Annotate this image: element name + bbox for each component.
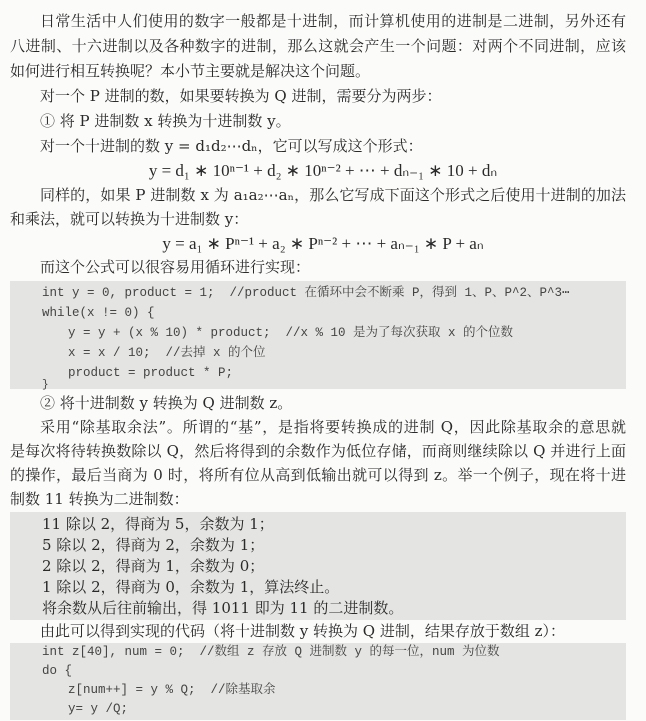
step1-para-line-1: 同样的，如果 P 进制数 x 为 a₁a₂⋯aₙ，那么它写成下面这个形式之后使用十进制的加法 [40,186,626,204]
example-line: 2 除以 2，得商为 1，余数为 0； [42,557,265,575]
code-line: product = product * P; [68,366,234,380]
loop-text: 而这个公式可以很容易用循环进行实现： [40,258,311,276]
example-line: 5 除以 2，得商为 2，余数为 1； [42,536,265,554]
example-line: 1 除以 2，得商为 0，余数为 1，算法终止。 [42,578,340,596]
step2-para-line-4: 制数 11 转换为二进制数： [10,490,189,508]
code-line: z[num++] = y % Q; //除基取余 [68,683,276,697]
code-line: int z[40], num = 0; //数组 z 存放 Q 进制数 y 的每一位，num 为位数 [42,645,500,659]
code-line: while(x != 0) { [42,306,155,320]
step1-text: 对一个十进制的数 y = d₁d₂⋯dₙ，它可以写成这个形式： [40,137,423,155]
example-block [10,512,626,620]
steps-intro: 对一个 P 进制的数，如果要转换为 Q 进制，需要分为两步： [40,87,442,105]
code-block-2 [10,643,626,720]
example-line: 将余数从后往前输出，得 1011 即为 11 的二进制数。 [42,599,404,617]
intro-line-1: 日常生活中人们使用的数字一般都是十进制，而计算机使用的进制是二进制，另外还有 [40,12,626,30]
intro-line-3: 如何进行相互转换呢？本小节主要就是解决这个问题。 [10,62,371,80]
step2-para-line-3: 的操作，最后当商为 0 时，将所有位从高到低输出就可以得到 z。举一个例子，现在将十进 [10,466,626,484]
formula-base-p: y = a₁ ∗ Pⁿ⁻¹ + a₂ ∗ Pⁿ⁻² + ⋯ + aₙ₋₁ ∗ P + aₙ [162,234,484,253]
code-line: y= y /Q; [68,702,129,716]
step1-para-line-2: 和乘法，就可以转换为十进制数 y： [10,210,249,228]
code-line: y = y + (x % 10) * product; //x % 10 是为了每次获取 x 的个位数 [68,326,514,340]
code-block-1 [10,281,626,389]
example-line: 11 除以 2，得商为 5，余数为 1； [42,515,274,533]
step2-para-line-2: 是每次将待转换数除以 Q，然后将得到的余数作为低位存储，而商则继续除以 Q 并进行上面 [10,442,626,460]
step1-title: ① 将 P 进制数 x 转换为十进制数 y。 [40,112,291,130]
formula-decimal: y = d₁ ∗ 10ⁿ⁻¹ + d₂ ∗ 10ⁿ⁻² + ⋯ + dₙ₋₁ ∗ 10 + dₙ [148,161,498,180]
code-line: int y = 0, product = 1; //product 在循环中会不断乘 P，得到 1、P、P^2、P^3⋯ [42,286,570,300]
intro-line-2: 八进制、十六进制以及各种数字的进制，那么这就会产生一个问题：对两个不同进制，应该 [10,37,626,55]
code-line: } [42,379,49,391]
code-line: do { [42,664,73,678]
code2-intro: 由此可以得到实现的代码（将十进制数 y 转换为 Q 进制，结果存放于数组 z）： [40,622,566,640]
step2-para-line-1: 采用“除基取余法”。所谓的“基”，是指将要转换成的进制 Q，因此除基取余的意思就 [40,418,626,436]
step2-title: ② 将十进制数 y 转换为 Q 进制数 z。 [40,394,293,412]
code-line: x = x / 10; //去掉 x 的个位 [68,346,266,360]
